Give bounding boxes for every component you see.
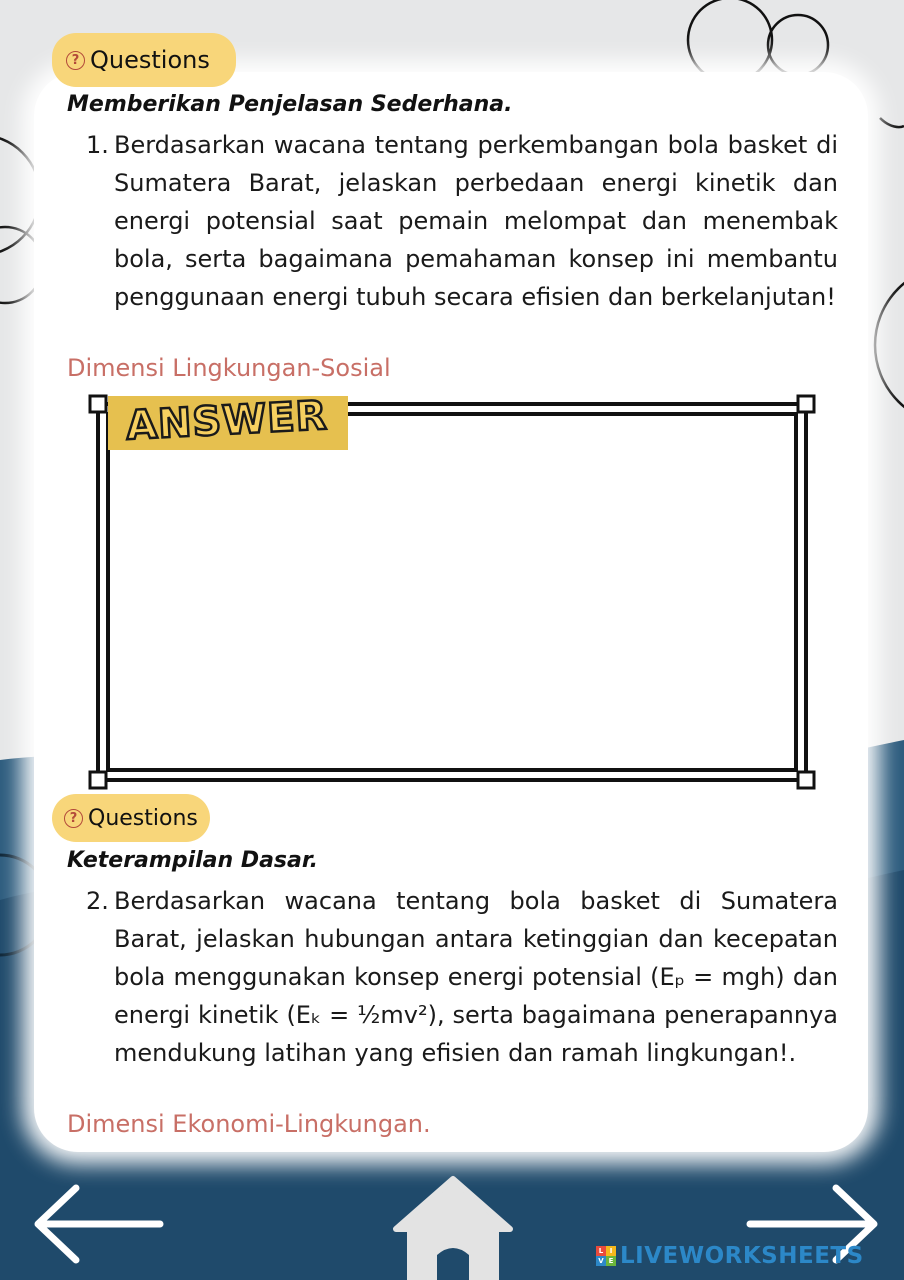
section-title: Keterampilan Dasar.: [67, 848, 318, 873]
question-text: Berdasarkan wacana tentang perkembangan bola basket di Sumatera Barat, jelaskan perbedaan energi kinetik dan energi potensial saat pemain melompat dan menembak bola, serta bagaimana pemahaman konsep ini membantu penggunaan energi tubuh secara efisien dan berkelanjutan!: [114, 131, 838, 311]
dimension-label: Dimensi Lingkungan-Sosial: [67, 354, 391, 382]
liveworksheets-logo-icon: L I V E: [596, 1246, 616, 1266]
watermark-text: LIVEWORKSHEETS: [620, 1243, 864, 1269]
questions-label: Questions: [90, 46, 210, 74]
question-number: 2.: [86, 887, 109, 915]
question-mark-icon: ?: [66, 51, 85, 70]
answer-input-area[interactable]: [120, 460, 800, 760]
section-title: Memberikan Penjelasan Sederhana.: [67, 92, 513, 117]
questions-badge: [52, 794, 210, 842]
arrow-left-icon[interactable]: [28, 1182, 168, 1268]
dimension-label: Dimensi Ekonomi-Lingkungan.: [67, 1110, 431, 1138]
question-1: [86, 126, 838, 316]
question-2: [86, 882, 838, 1072]
question-text: Berdasarkan wacana tentang bola basket di Sumatera Barat, jelaskan hubungan antara ketinggian dan kecepatan bola menggunakan konsep energi potensial (Eₚ = mgh) dan energi kinetik (Eₖ = ½mv²), serta bagaimana penerapannya mendukung latihan yang efisien dan ramah lingkungan!.: [114, 887, 838, 1067]
answer-label: ANSWER: [124, 392, 329, 450]
question-number: 1.: [86, 131, 109, 159]
questions-label: Questions: [88, 805, 198, 831]
home-icon[interactable]: [392, 1175, 514, 1280]
questions-badge: [52, 33, 236, 87]
question-mark-icon: ?: [64, 809, 83, 828]
liveworksheets-watermark: [596, 1241, 864, 1271]
